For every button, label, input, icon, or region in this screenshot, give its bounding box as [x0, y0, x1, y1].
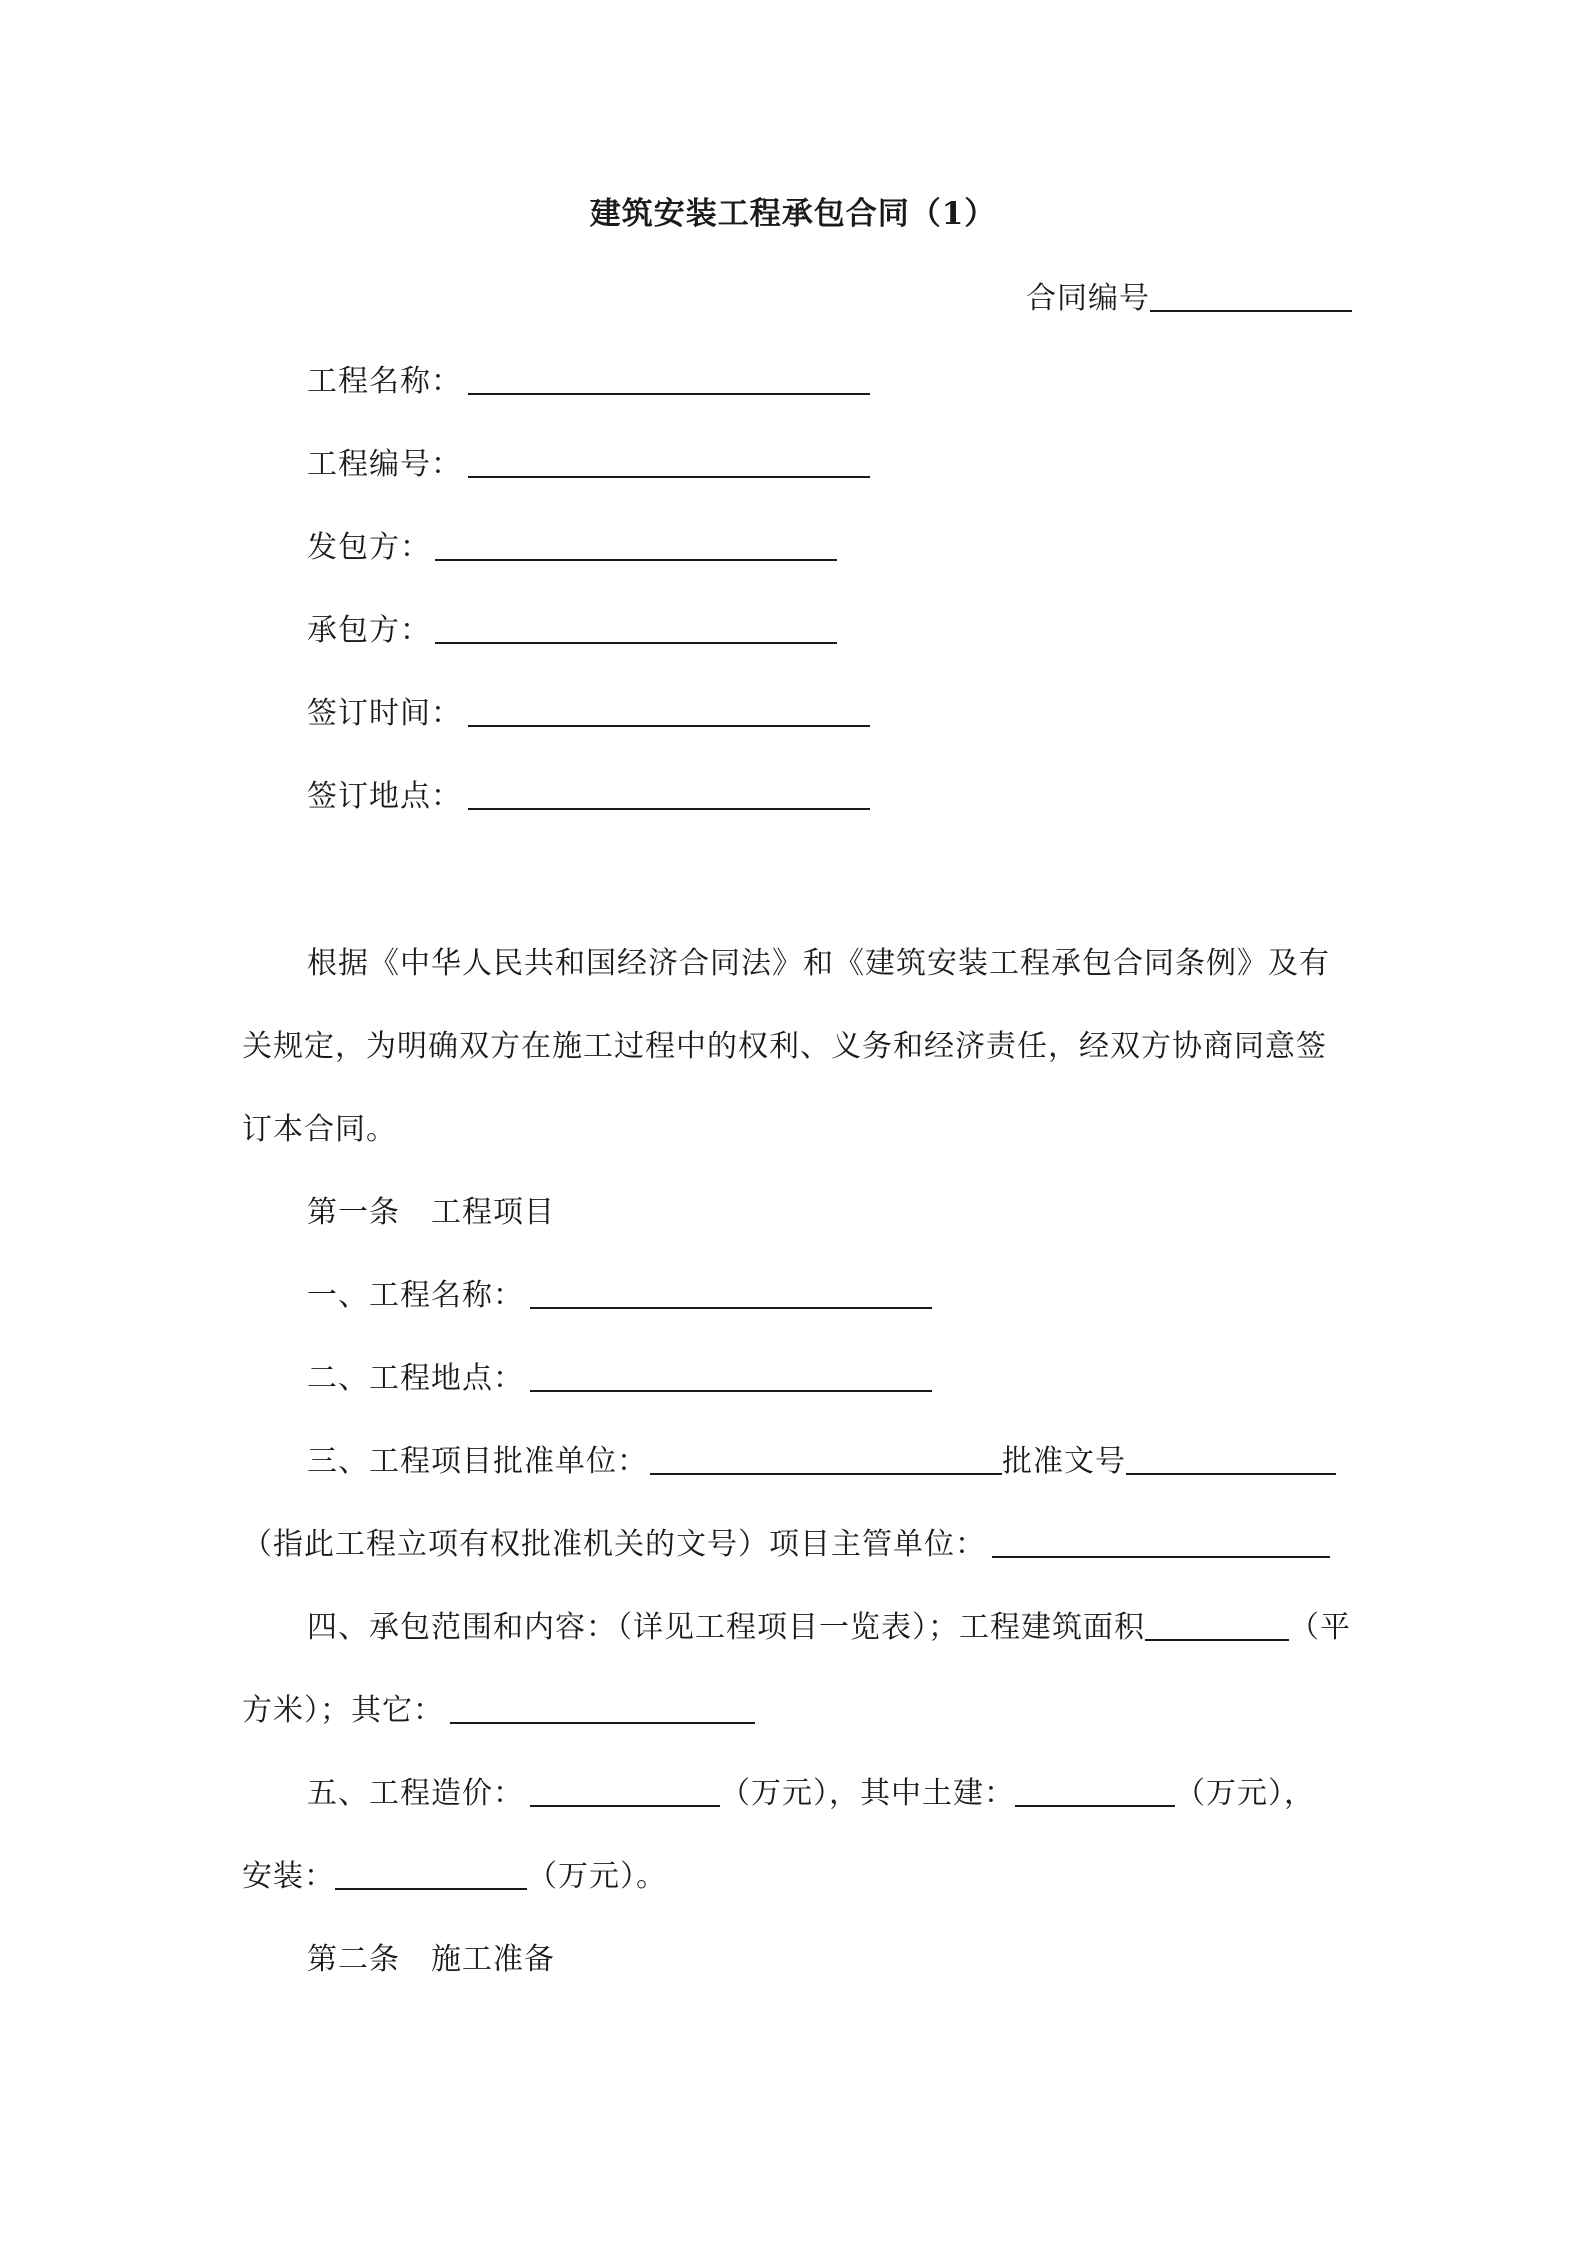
- item-3-approver-blank[interactable]: [650, 1443, 1002, 1475]
- field-blank[interactable]: [468, 695, 870, 727]
- field-blank[interactable]: [435, 529, 837, 561]
- item-4-other-blank[interactable]: [450, 1692, 755, 1724]
- document-title: 建筑安装工程承包合同（1）: [589, 196, 997, 232]
- item-3-line-2: [242, 1525, 1330, 1565]
- item-5-unit-2: （万元），: [1175, 1776, 1315, 1811]
- field-label: 签订地点：: [307, 779, 462, 814]
- item-4-row: [307, 1608, 1351, 1648]
- contract-number-row: [1026, 279, 1352, 319]
- article-2-heading: 第二条 施工准备: [307, 1942, 555, 1977]
- cover-field-sign-place: [307, 777, 870, 817]
- item-5-line-2: [242, 1857, 667, 1897]
- item-4-line-2-text: 方米）；其它：: [242, 1693, 444, 1728]
- item-3-line-2-text: （指此工程立项有权批准机关的文号）项目主管单位：: [242, 1527, 986, 1562]
- field-blank[interactable]: [468, 778, 870, 810]
- field-label: 发包方：: [307, 530, 431, 565]
- cover-field-project-number: [307, 445, 870, 485]
- field-label: 工程名称：: [307, 364, 462, 399]
- item-5-cost-blank[interactable]: [530, 1775, 720, 1807]
- item-4-line-2: [242, 1691, 755, 1731]
- item-3-docno-blank[interactable]: [1126, 1443, 1336, 1475]
- cover-field-project-name: [307, 362, 870, 402]
- field-label: 工程编号：: [307, 447, 462, 482]
- item-3-supervisor-blank[interactable]: [992, 1526, 1330, 1558]
- item-2-row: [307, 1359, 932, 1399]
- item-4-area-blank[interactable]: [1145, 1609, 1289, 1641]
- cover-field-sign-date: [307, 694, 870, 734]
- item-5-install-blank[interactable]: [335, 1858, 527, 1890]
- field-blank[interactable]: [468, 446, 870, 478]
- item-3-row: [307, 1442, 1336, 1482]
- item-2-blank[interactable]: [530, 1360, 932, 1392]
- intro-line-3: 订本合同。: [242, 1112, 397, 1147]
- item-5-row: [307, 1774, 1315, 1814]
- field-blank[interactable]: [435, 612, 837, 644]
- item-1-label: 一、工程名称：: [307, 1278, 524, 1313]
- contract-number-blank[interactable]: [1150, 280, 1352, 312]
- item-5-unit-3: （万元）。: [527, 1859, 667, 1894]
- item-3-docno-label: 批准文号: [1002, 1444, 1126, 1479]
- intro-line-1: 根据《中华人民共和国经济合同法》和《建筑安装工程承包合同条例》及有: [307, 946, 1330, 981]
- item-3-label: 三、工程项目批准单位：: [307, 1444, 648, 1479]
- field-blank[interactable]: [468, 363, 870, 395]
- article-1-heading: 第一条 工程项目: [307, 1195, 555, 1230]
- item-1-blank[interactable]: [530, 1277, 932, 1309]
- item-5-label: 五、工程造价：: [307, 1776, 524, 1811]
- item-5-install-label: 安装：: [242, 1859, 335, 1894]
- field-label: 签订时间：: [307, 696, 462, 731]
- item-1-row: [307, 1276, 932, 1316]
- item-4-unit-open: （平: [1289, 1610, 1351, 1645]
- cover-field-employer: [307, 528, 837, 568]
- item-2-label: 二、工程地点：: [307, 1361, 524, 1396]
- intro-line-2: 关规定，为明确双方在施工过程中的权利、义务和经济责任，经双方协商同意签: [242, 1029, 1327, 1064]
- item-5-civil-blank[interactable]: [1015, 1775, 1175, 1807]
- item-4-text: 四、承包范围和内容：（详见工程项目一览表）；工程建筑面积: [307, 1610, 1145, 1645]
- contract-number-label: 合同编号: [1026, 281, 1150, 316]
- item-5-unit-1: （万元），其中土建：: [720, 1776, 1015, 1811]
- cover-field-contractor: [307, 611, 837, 651]
- field-label: 承包方：: [307, 613, 431, 648]
